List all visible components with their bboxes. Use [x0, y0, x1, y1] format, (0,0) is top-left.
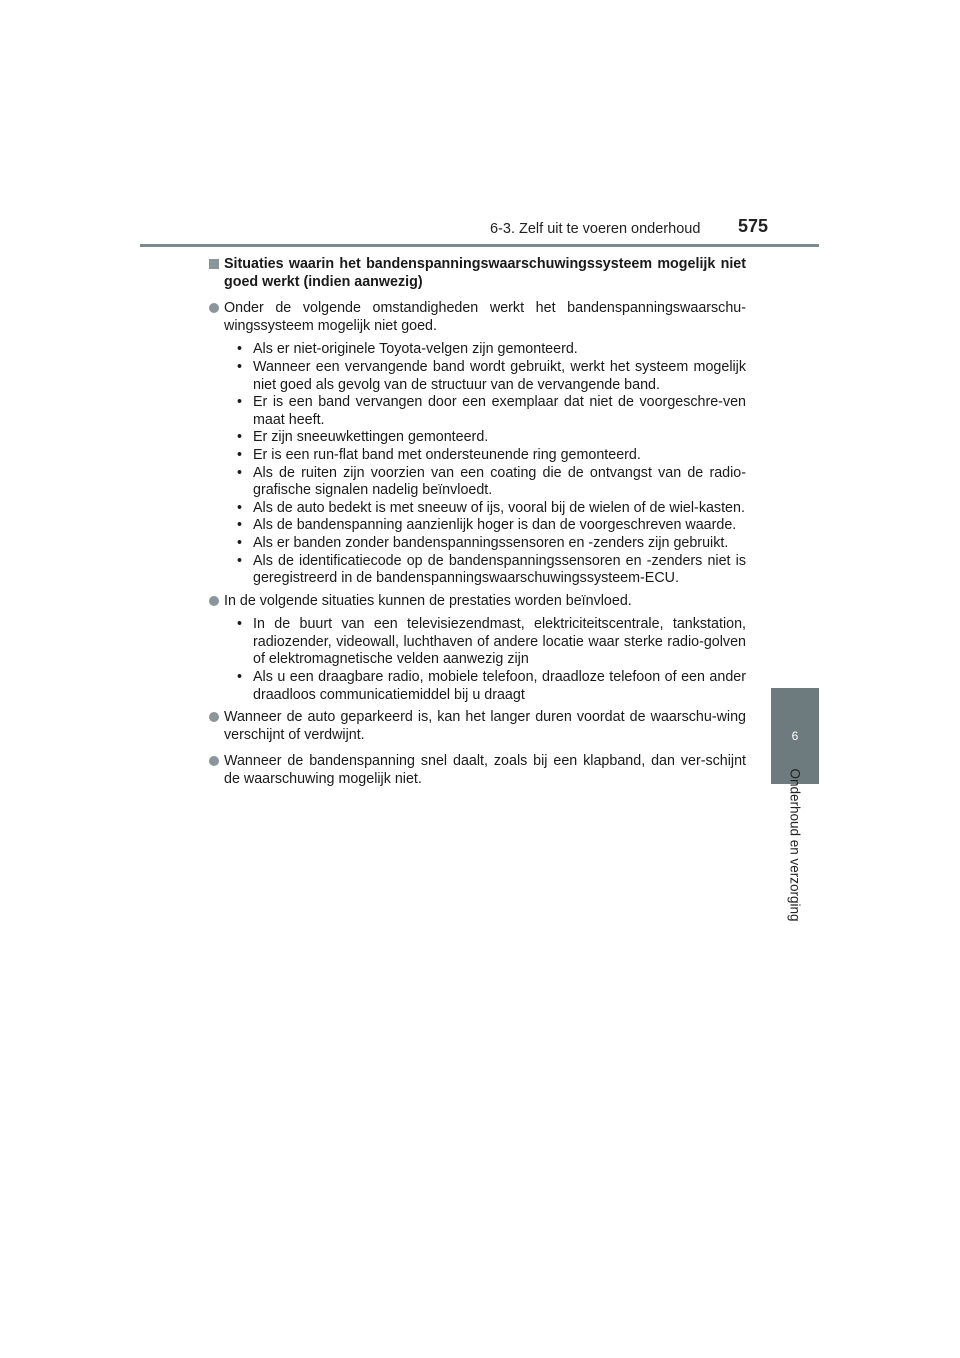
list-item	[209, 593, 746, 611]
circle-bullet-icon	[209, 303, 219, 313]
sub-list-item	[237, 669, 746, 704]
bullet-icon: •	[237, 669, 243, 686]
sub-list-item-text: Als de identificatiecode op de bandenspanningssensoren en -zenders niet is geregistreerd in de bandenspanningswaarschuwingssysteem-ECU.	[253, 552, 746, 587]
page-header	[0, 0, 960, 250]
sub-list-item-text: Als u een draagbare radio, mobiele telefoon, draadloze telefoon of een ander draadloos communicatiemiddel bij u draagt	[253, 669, 746, 703]
bullet-icon: •	[237, 517, 243, 534]
sub-list-item	[237, 517, 746, 535]
circle-bullet-icon	[209, 596, 219, 606]
list-item	[209, 753, 746, 788]
sub-list-item	[237, 341, 746, 359]
list-item	[209, 709, 746, 744]
bullet-icon: •	[237, 552, 243, 569]
section-heading-text: Situaties waarin het bandenspanningswaarschuwingssysteem mogelijk niet goed werkt (indien aanwezig)	[224, 256, 746, 290]
bullet-icon: •	[237, 534, 243, 551]
circle-bullet-icon	[209, 712, 219, 722]
sub-list-item-text: Er zijn sneeuwkettingen gemonteerd.	[253, 429, 489, 446]
sub-list-item	[237, 394, 746, 429]
sub-list-item-text: Als de ruiten zijn voorzien van een coating die de ontvangst van de radio-grafische signalen nadelig beïnvloedt.	[253, 464, 746, 499]
sub-list	[209, 341, 746, 587]
sub-list-item	[237, 616, 746, 669]
bullet-icon: •	[237, 358, 243, 375]
list-item-text: Onder de volgende omstandigheden werkt het bandenspanningswaarschu-wingssysteem mogelijk niet goed.	[224, 300, 746, 334]
sub-list-item	[237, 553, 746, 588]
section-heading	[209, 256, 746, 291]
sub-list-item-text: Als de bandenspanning aanzienlijk hoger is dan de voorgeschreven waarde.	[253, 517, 737, 534]
sub-list	[209, 616, 746, 704]
bullet-icon: •	[237, 341, 243, 358]
sub-list-item-text: Als de auto bedekt is met sneeuw of ijs, vooral bij de wielen of de wiel-kasten.	[253, 499, 745, 516]
circle-bullet-icon	[209, 756, 219, 766]
sub-list-item	[237, 535, 746, 553]
sub-list-item-text: In de buurt van een televisiezendmast, elektriciteitscentrale, tankstation, radiozender, videowall, luchthaven of andere locatie waar sterke radio-golven of elektromagnetische velden aanwezig zijn	[253, 616, 746, 668]
list-item-text: Wanneer de bandenspanning snel daalt, zoals bij een klapband, dan ver-schijnt de waarschuwing mogelijk niet.	[224, 753, 746, 788]
bullet-icon: •	[237, 464, 243, 481]
bullet-icon: •	[237, 499, 243, 516]
square-bullet-icon	[209, 259, 219, 269]
sub-list-item	[237, 500, 746, 518]
main-content	[209, 256, 746, 789]
sub-list-item-text: Als er banden zonder bandenspanningssensoren en -zenders zijn gebruikt.	[253, 534, 729, 551]
bullet-icon: •	[237, 394, 243, 411]
list-item-text: Wanneer de auto geparkeerd is, kan het langer duren voordat de waarschu-wing verschijnt of verdwijnt.	[224, 709, 746, 743]
sub-list-item-text: Er is een run-flat band met ondersteunende ring gemonteerd.	[253, 446, 641, 463]
header-divider	[140, 244, 819, 247]
chapter-number: 6	[791, 729, 799, 743]
page-number: 575	[738, 216, 769, 236]
section-title: 6-3. Zelf uit te voeren onderhoud	[490, 221, 701, 237]
list-item-text: In de volgende situaties kunnen de prestaties worden beïnvloed.	[224, 592, 632, 609]
bullet-icon: •	[237, 429, 243, 446]
list-item	[209, 300, 746, 335]
sub-list-item	[237, 465, 746, 500]
sub-list-item-text: Er is een band vervangen door een exemplaar dat niet de voorgeschre-ven maat heeft.	[253, 394, 746, 428]
bullet-icon: •	[237, 616, 243, 633]
bullet-icon: •	[237, 446, 243, 463]
sub-list-item	[237, 429, 746, 447]
sub-list-item	[237, 447, 746, 465]
chapter-title: Onderhoud en verzorging	[787, 768, 803, 922]
sub-list-item	[237, 359, 746, 394]
sub-list-item-text: Als er niet-originele Toyota-velgen zijn gemonteerd.	[253, 341, 578, 358]
sub-list-item-text: Wanneer een vervangende band wordt gebruikt, werkt het systeem mogelijk niet goed als gevolg van de structuur van de vervangende band.	[253, 358, 746, 393]
